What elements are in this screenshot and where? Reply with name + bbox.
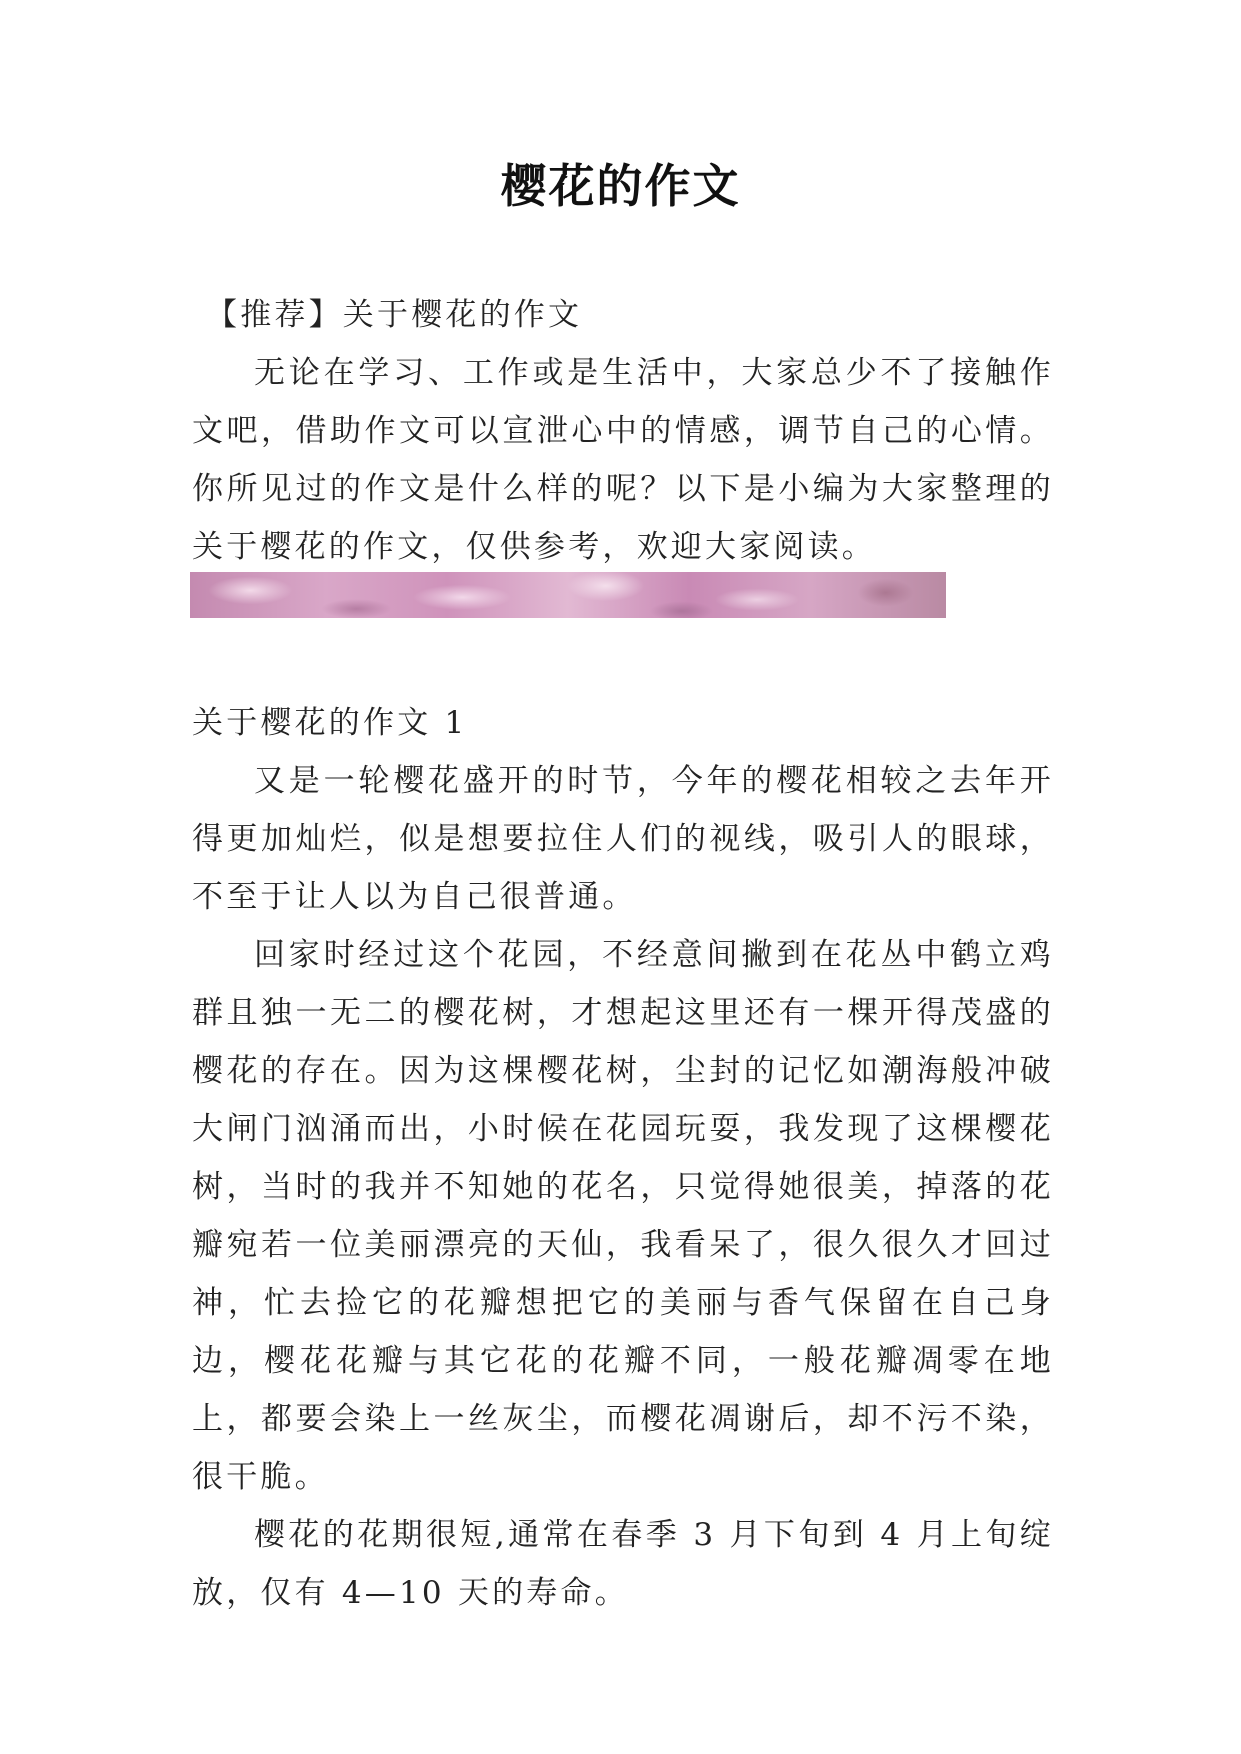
essay-block <box>192 694 1054 1622</box>
essay-paragraph-3: 樱花的花期很短,通常在春季 3 月下旬到 4 月上旬绽放，仅有 4—10 天的寿命。 <box>192 1517 1054 1611</box>
essay-paragraph-2: 回家时经过这个花园，不经意间撇到在花丛中鹤立鸡群且独一无二的樱花树，才想起这里还有一棵开得茂盛的樱花的存在。因为这棵樱花树，尘封的记忆如潮海般冲破大闸门汹涌而出，小时候在花园玩耍，我发现了这棵樱花树，当时的我并不知她的花名，只觉得她很美，掉落的花瓣宛若一位美丽漂亮的天仙，我看呆了，很久很久才回过神，忙去捡它的花瓣想把它的美丽与香气保留在自己身边，樱花花瓣与其它花的花瓣不同，一般花瓣凋零在地上，都要会染上一丝灰尘，而樱花凋谢后，却不污不染，很干脆。 <box>192 937 1054 1495</box>
intro-paragraph: 无论在学习、工作或是生活中，大家总少不了接触作文吧，借助作文可以宣泄心中的情感，调节自己的心情。你所见过的作文是什么样的呢？以下是小编为大家整理的关于樱花的作文，仅供参考，欢迎大家阅读。 <box>192 355 1054 565</box>
intro-block <box>192 286 1054 576</box>
intro-heading: 【推荐】关于樱花的作文 <box>206 297 583 333</box>
essay-paragraph-1: 又是一轮樱花盛开的时节，今年的樱花相较之去年开得更加灿烂，似是想要拉住人们的视线，吸引人的眼球，不至于让人以为自己很普通。 <box>192 763 1054 915</box>
cherry-blossom-banner-image <box>190 572 946 618</box>
document-title: 樱花的作文 <box>500 159 741 213</box>
section-heading: 关于樱花的作文 1 <box>192 705 468 741</box>
